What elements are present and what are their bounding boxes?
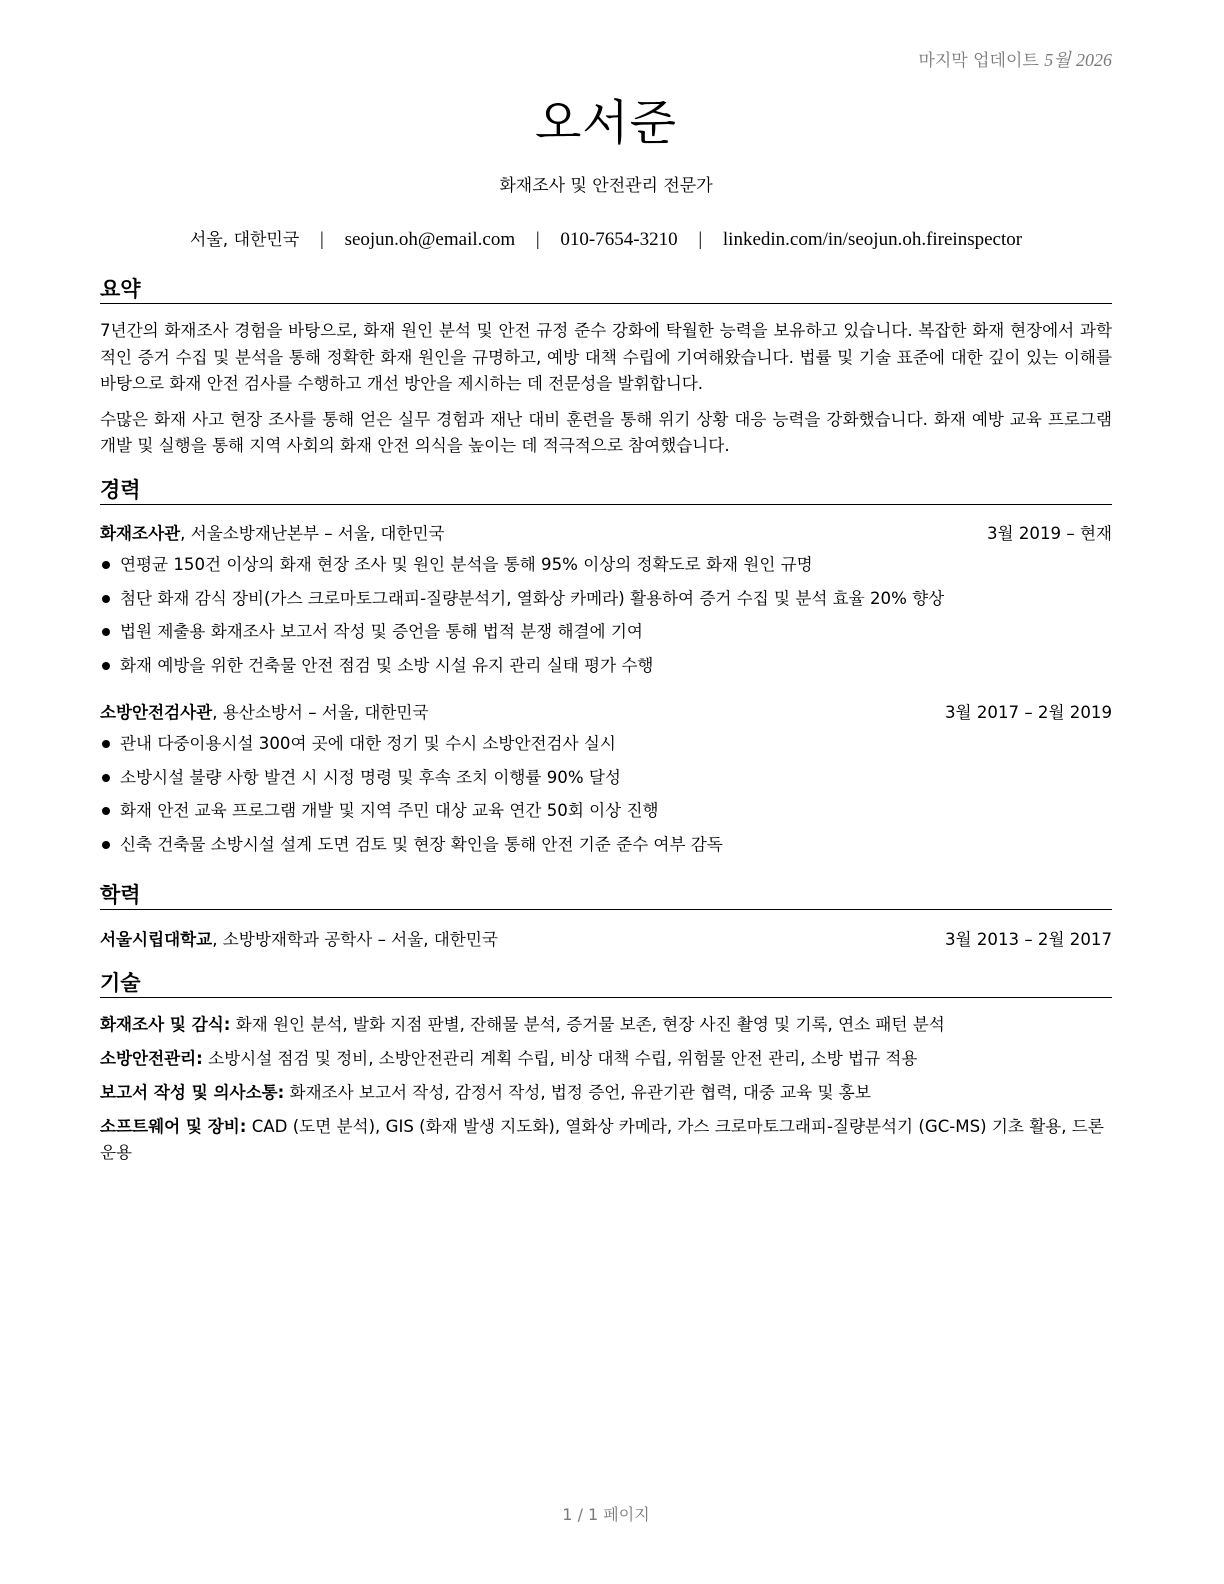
list-item — [100, 548, 1112, 582]
last-updated — [918, 46, 1112, 72]
skill-item — [100, 1114, 1112, 1166]
summary-section — [100, 276, 1112, 460]
education-dates: 3월 2013 – 2월 2017 — [944, 930, 1112, 949]
bullet-text: 화재 예방을 위한 건축물 안전 점검 및 소방 시설 유지 관리 실태 평가 수행 — [120, 655, 654, 675]
bullet-icon — [102, 740, 110, 748]
contact-separator: | — [535, 229, 540, 250]
skills-section — [100, 970, 1112, 1174]
skill-value: 화재조사 보고서 작성, 감정서 작성, 법정 증언, 유관기관 협력, 대중 교육 및 홍보 — [284, 1083, 871, 1102]
job-header — [100, 699, 1112, 727]
education-entry — [100, 926, 1112, 954]
skills-list — [100, 1012, 1112, 1166]
bullet-text: 연평균 150건 이상의 화재 현장 조사 및 원인 분석을 통해 95% 이상의 정확도로 화재 원인 규명 — [120, 555, 813, 574]
list-item — [100, 649, 1112, 683]
skill-label: 화재조사 및 감식: — [100, 1015, 231, 1034]
contact-email[interactable]: seojun.oh@email.com — [344, 229, 516, 250]
skill-value: 화재 원인 분석, 발화 지점 판별, 잔해물 분석, 증거물 보존, 현장 사진 촬영 및 기록, 연소 패턴 분석 — [230, 1015, 945, 1034]
job-bullets — [100, 548, 1112, 682]
last-updated-label: 마지막 업데이트 — [918, 51, 1039, 71]
skill-label: 소방안전관리: — [100, 1049, 203, 1068]
bullet-icon — [102, 595, 110, 603]
last-updated-month: 5월 — [1044, 50, 1071, 70]
bullet-text: 관내 다중이용시설 300여 곳에 대한 정기 및 수시 소방안전검사 실시 — [120, 734, 616, 753]
list-item — [100, 761, 1112, 795]
bullet-icon — [102, 841, 110, 849]
skill-item — [100, 1046, 1112, 1072]
skill-label: 소프트웨어 및 장비: — [100, 1117, 247, 1136]
page-number: 1 / 1 페이지 — [562, 1505, 650, 1524]
bullet-icon — [102, 662, 110, 670]
bullet-text: 화재 안전 교육 프로그램 개발 및 지역 주민 대상 교육 연간 50회 이상 진행 — [120, 801, 659, 820]
bullet-icon — [102, 561, 110, 569]
degree-detail: , 소방방재학과 공학사 – 서울, 대한민국 — [212, 930, 498, 949]
education-heading: 학력 — [100, 882, 1112, 910]
summary-paragraph: 수많은 화재 사고 현장 조사를 통해 얻은 실무 경험과 재난 대비 훈련을 통해 위기 상황 대응 능력을 강화했습니다. 화재 예방 교육 프로그램 개발 및 실행을 통해 지역 사회의 화재 안전 의식을 높이는 데 적극적으로 참여했습니다. — [100, 409, 1112, 455]
skills-heading: 기술 — [100, 970, 1112, 998]
last-updated-year: 2026 — [1076, 50, 1112, 70]
contact-separator: | — [698, 229, 703, 250]
skill-label: 보고서 작성 및 의사소통: — [100, 1083, 285, 1102]
list-item — [100, 727, 1112, 761]
experience-heading: 경력 — [100, 477, 1112, 505]
skill-value: CAD (도면 분석), GIS (화재 발생 지도화), 열화상 카메라, 가스 크로마토그래피-질량분석기 (GC-MS) 기초 활용, 드론 운용 — [100, 1117, 1104, 1162]
job-entry — [100, 699, 1112, 861]
education-section — [100, 882, 1112, 954]
job-dates: 3월 2019 – 현재 — [987, 524, 1112, 543]
bullet-icon — [102, 807, 110, 815]
job-title: 화재조사관 — [100, 524, 181, 543]
job-org: , 서울소방재난본부 – 서울, 대한민국 — [180, 524, 445, 543]
job-bullets — [100, 727, 1112, 861]
candidate-headline: 화재조사 및 안전관리 전문가 — [499, 176, 713, 196]
bullet-text: 소방시설 불량 사항 발견 시 시정 명령 및 후속 조치 이행률 90% 달성 — [120, 767, 621, 787]
job-title: 소방안전검사관 — [100, 703, 213, 722]
job-header — [100, 520, 1112, 548]
job-dates: 3월 2017 – 2월 2019 — [944, 703, 1112, 722]
school-name: 서울시립대학교 — [100, 930, 213, 949]
contact-location: 서울, 대한민국 — [189, 230, 300, 250]
bullet-text: 신축 건축물 소방시설 설계 도면 검토 및 현장 확인을 통해 안전 기준 준수 여부 감독 — [120, 834, 723, 854]
list-item — [100, 582, 1112, 616]
bullet-icon — [102, 774, 110, 782]
list-item — [100, 828, 1112, 862]
bullet-text: 법원 제출용 화재조사 보고서 작성 및 증언을 통해 법적 분쟁 해결에 기여 — [120, 622, 643, 641]
skill-item — [100, 1080, 1112, 1106]
job-org: , 용산소방서 – 서울, 대한민국 — [212, 703, 429, 722]
list-item — [100, 615, 1112, 649]
list-item — [100, 794, 1112, 828]
contact-line — [100, 225, 1112, 251]
contact-separator: | — [320, 229, 324, 250]
skill-value: 소방시설 점검 및 정비, 소방안전관리 계획 수립, 비상 대책 수립, 위험물 안전 관리, 소방 법규 적용 — [202, 1049, 918, 1068]
candidate-name: 오서준 — [534, 95, 678, 151]
skill-item — [100, 1012, 1112, 1038]
bullet-icon — [102, 628, 110, 636]
bullet-text: 첨단 화재 감식 장비(가스 크로마토그래피-질량분석기, 열화상 카메라) 활용하여 증거 수집 및 분석 효율 20% 향상 — [120, 588, 945, 608]
job-entry — [100, 520, 1112, 682]
contact-phone[interactable]: 010-7654-3210 — [560, 229, 678, 250]
summary-paragraph: 7년간의 화재조사 경험을 바탕으로, 화재 원인 분석 및 안전 규정 준수 강화에 탁월한 능력을 보유하고 있습니다. 복잡한 화재 현장에서 과학적인 증거 수집 및 분석을 통해 정확한 화재 원인을 규명하고, 예방 대책 수립에 기여해왔습니다. 법률 및 기술 표준에 대한 깊이 있는 이해를 바탕으로 화재 안전 검사를 수행하고 개선 방안을 제시하는 데 전문성을 발휘합니다. — [100, 321, 1112, 393]
contact-linkedin[interactable]: linkedin.com/in/seojun.oh.fireinspector — [722, 229, 1023, 250]
experience-section — [100, 477, 1112, 861]
summary-heading: 요약 — [100, 276, 1112, 304]
resume-page — [100, 0, 1112, 1584]
